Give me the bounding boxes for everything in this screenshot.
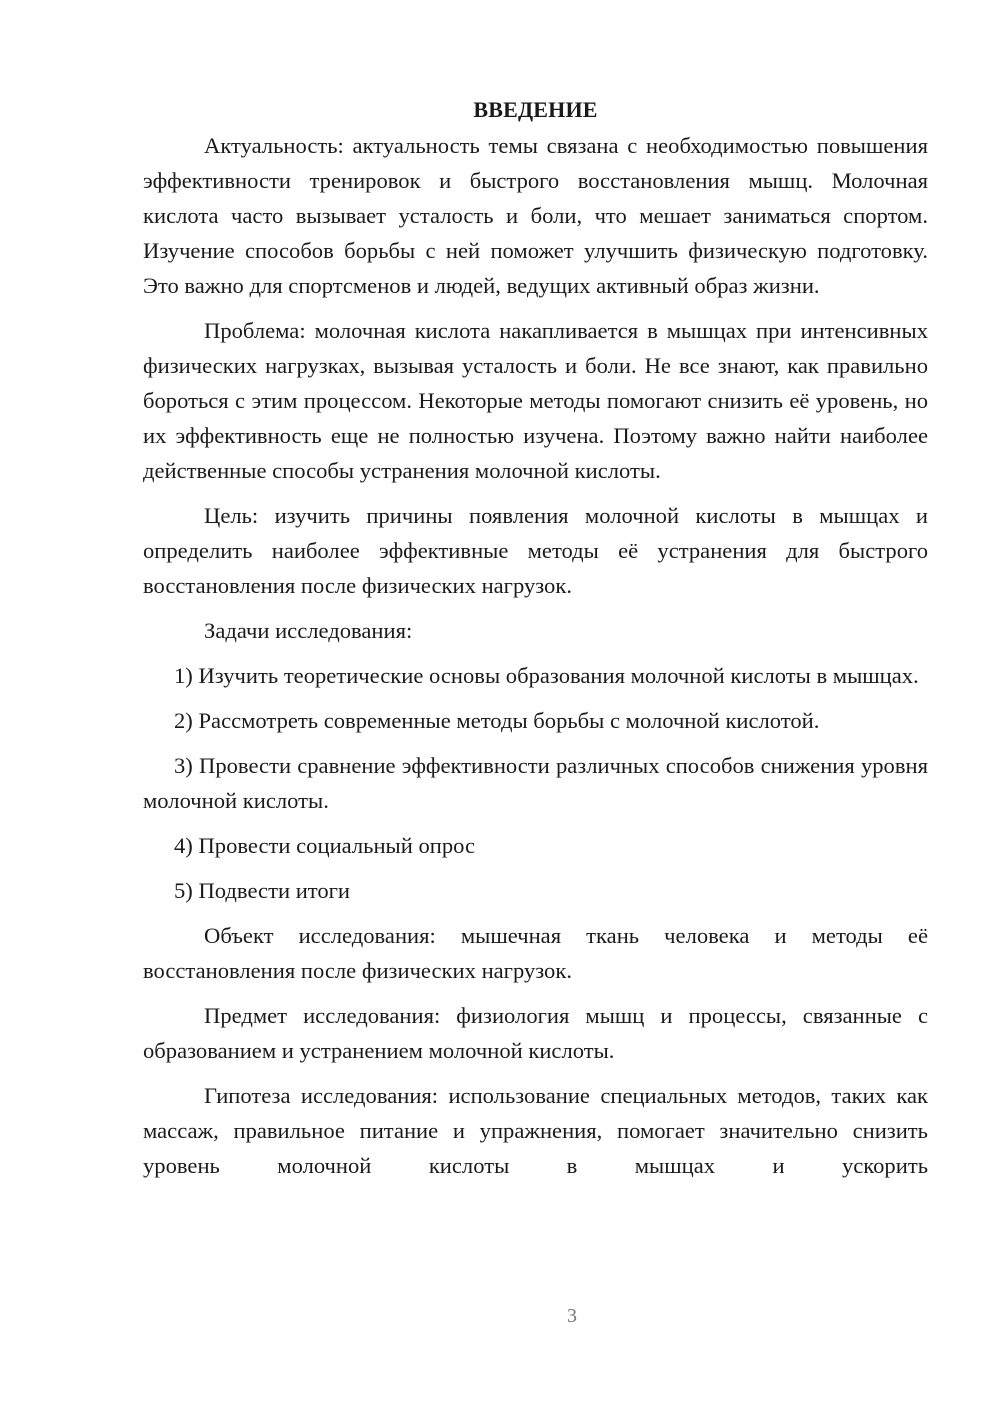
- page-title: ВВЕДЕНИЕ: [473, 97, 598, 122]
- paragraph-hypothesis: Гипотеза исследования: использование специальных методов, таких как массаж, правильное питание и упражнения, помогает значительно снизить уровень молочной кислоты в мышцах и ускорить: [143, 1083, 928, 1178]
- task-item-4: 4) Провести социальный опрос: [174, 833, 476, 858]
- paragraph-object: Объект исследования: мышечная ткань человека и методы её восстановления после физических нагрузок.: [143, 923, 928, 983]
- page-content: [143, 92, 928, 1193]
- page-number: 3: [567, 1305, 577, 1327]
- tasks-heading: Задачи исследования:: [204, 618, 413, 643]
- task-item-2: 2) Рассмотреть современные методы борьбы с молочной кислотой.: [174, 708, 820, 733]
- paragraph-problem: Проблема: молочная кислота накапливается в мышцах при интенсивных физических нагрузках, вызывая усталость и боли. Не все знают, как правильно бороться с этим процессом. Некоторые методы помогают снизить её уровень, но их эффективность еще не полностью изучена. Поэтому важно найти наиболее действенные способы устранения молочной кислоты.: [143, 318, 928, 483]
- paragraph-subject: Предмет исследования: физиология мышц и процессы, связанные с образованием и устранением молочной кислоты.: [143, 1003, 928, 1063]
- paragraph-goal: Цель: изучить причины появления молочной кислоты в мышцах и определить наиболее эффективные методы её устранения для быстрого восстановления после физических нагрузок.: [143, 503, 928, 598]
- task-item-3: 3) Провести сравнение эффективности различных способов снижения уровня молочной кислоты.: [143, 753, 928, 813]
- paragraph-relevance: Актуальность: актуальность темы связана с необходимостью повышения эффективности тренировок и быстрого восстановления мышц. Молочная кислота часто вызывает усталость и боли, что мешает заниматься спортом. Изучение способов борьбы с ней поможет улучшить физическую подготовку. Это важно для спортсменов и людей, ведущих активный образ жизни.: [143, 133, 928, 298]
- task-item-1: 1) Изучить теоретические основы образования молочной кислоты в мышцах.: [174, 663, 919, 688]
- task-item-5: 5) Подвести итоги: [174, 878, 351, 903]
